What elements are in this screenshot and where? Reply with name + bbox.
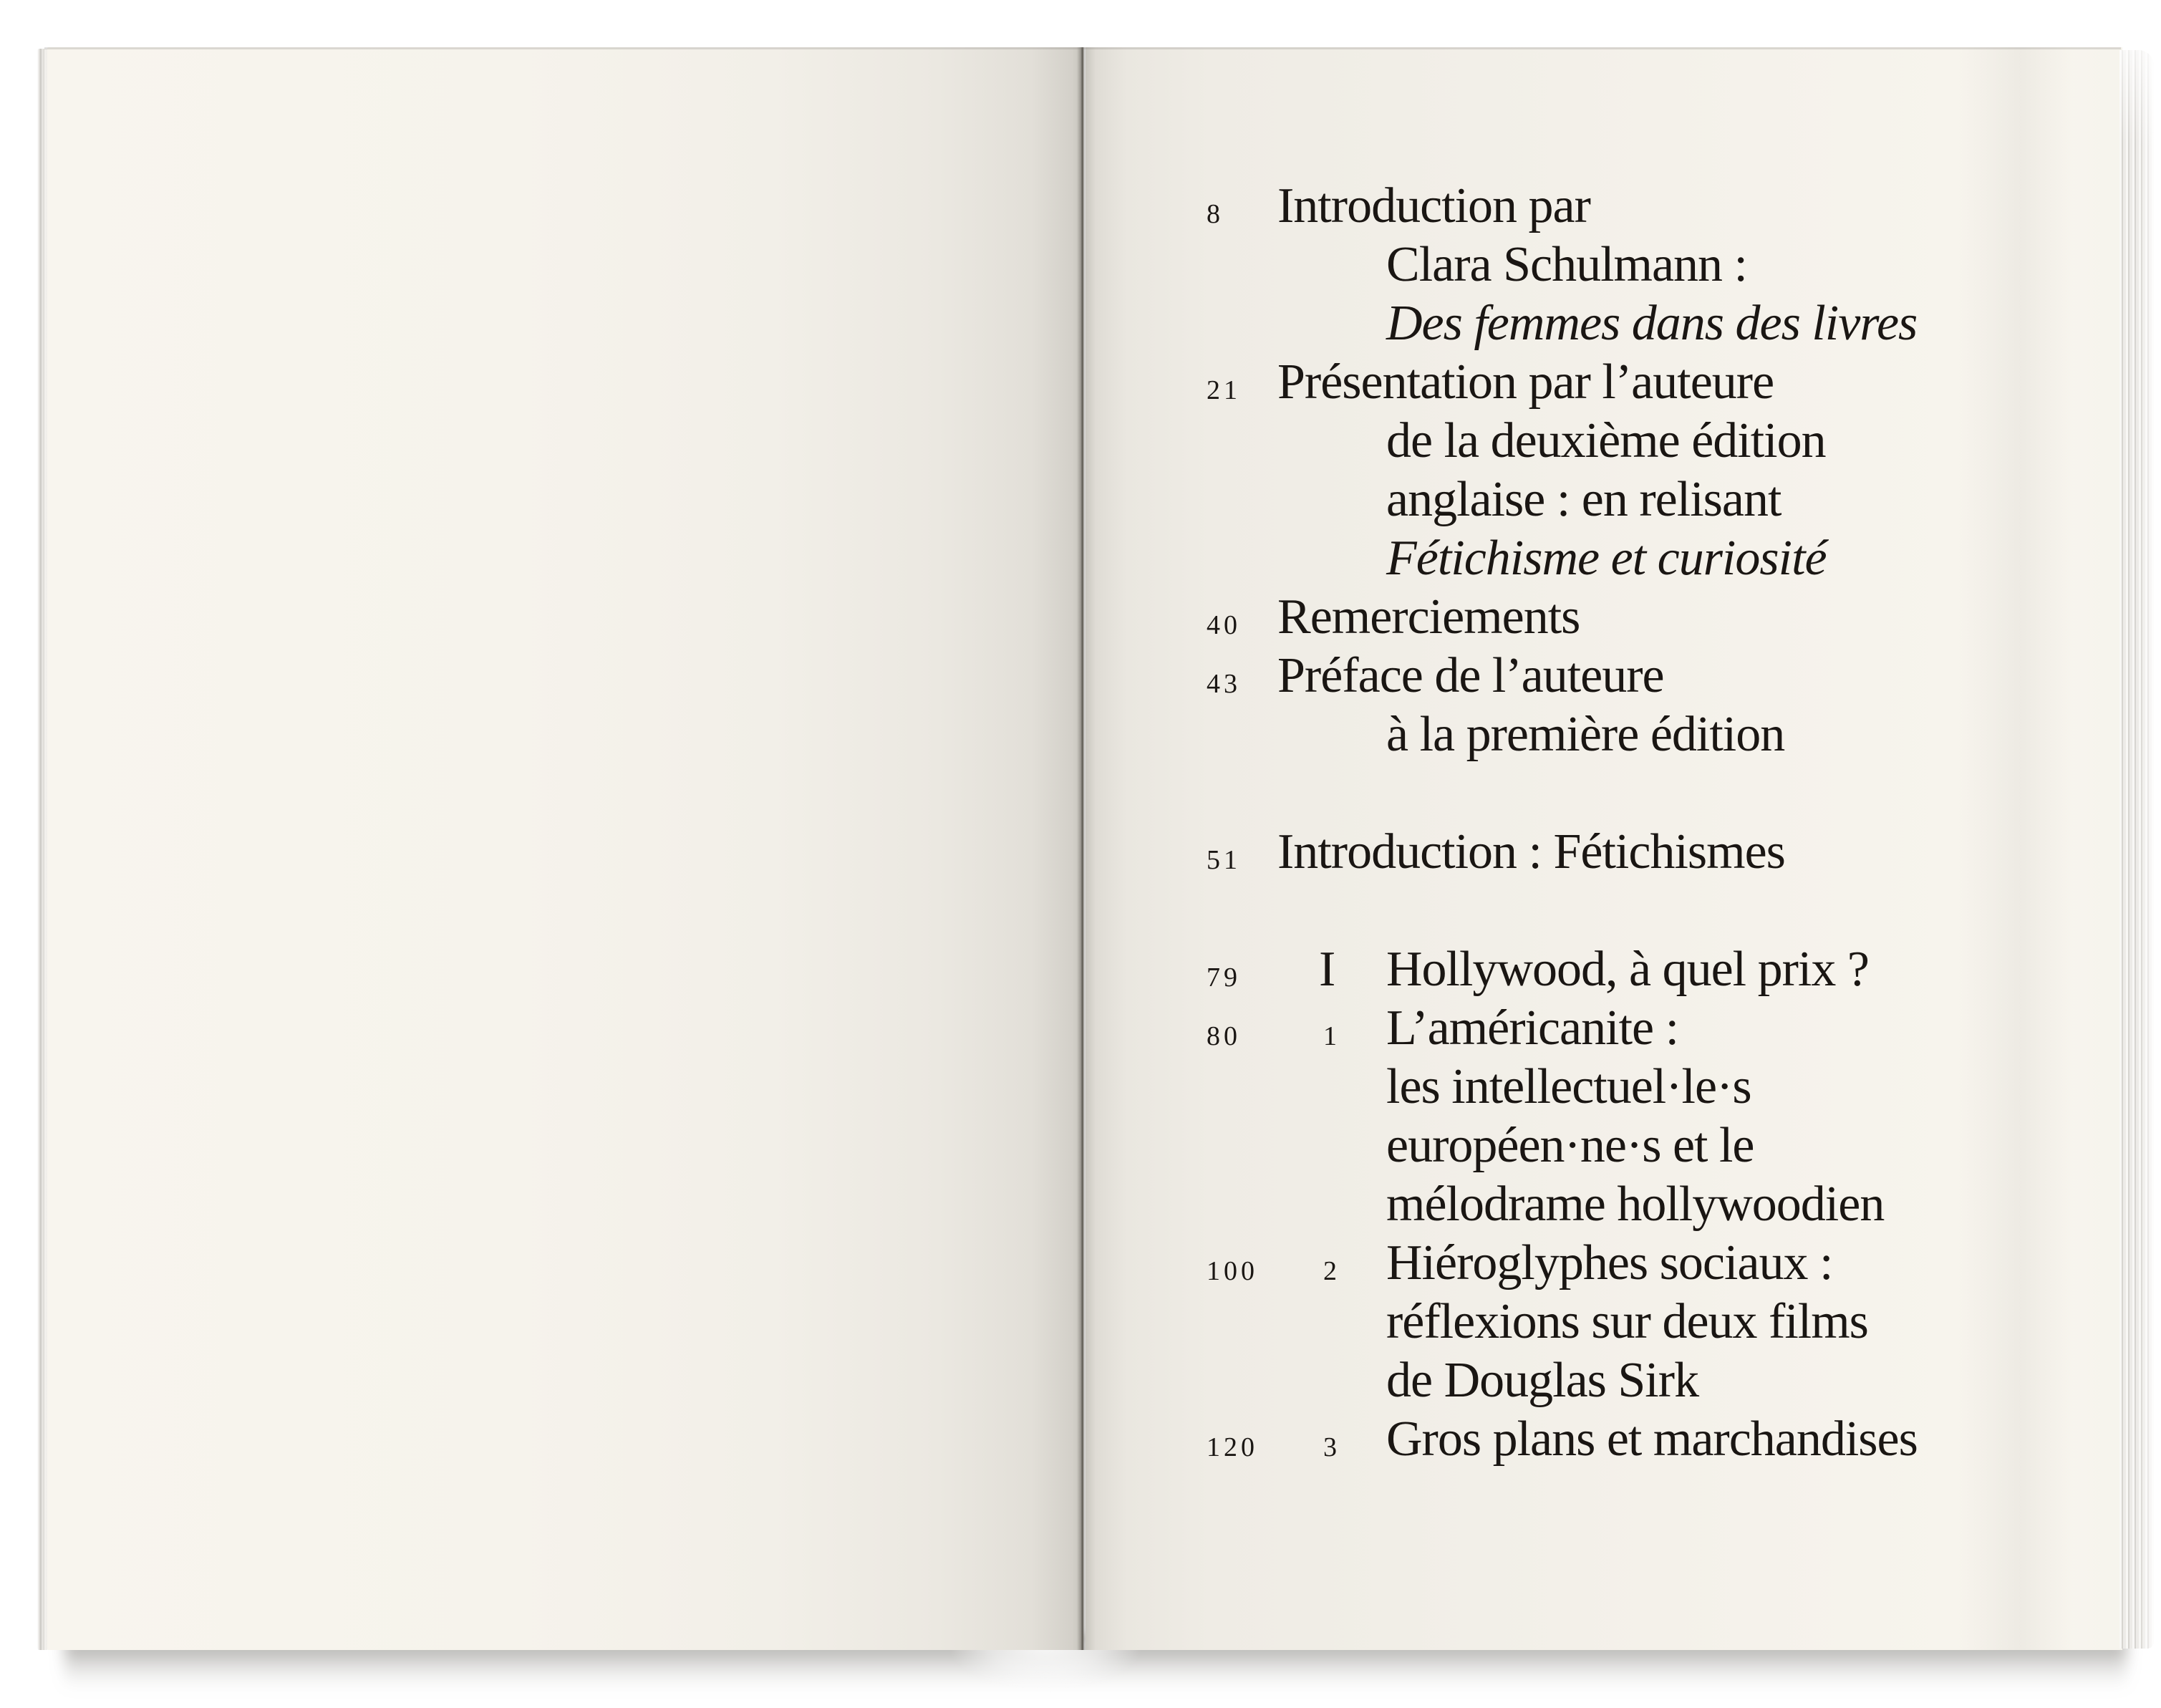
toc-entry-text: Hollywood, à quel prix ? [1386, 942, 1869, 997]
book-spread [37, 47, 2154, 1651]
toc-entry-text: de la deuxième édition [1386, 413, 1826, 468]
toc-blank-line [1086, 764, 2102, 823]
toc-entry-text: européen·ne·s et le [1386, 1118, 1754, 1173]
toc-line [1086, 177, 2102, 236]
toc-entry-title-italic: Des femmes dans des livres [1386, 296, 1918, 351]
toc-line [1086, 1293, 2102, 1351]
page-number: 21 [1207, 375, 1241, 405]
fore-edge-page-stack [2119, 50, 2154, 1649]
section-number: 1 [1323, 1021, 1337, 1051]
toc-line [1086, 823, 2102, 882]
section-number: 3 [1323, 1432, 1337, 1462]
page-number: 100 [1207, 1256, 1258, 1286]
toc-entry-title-italic: Fétichisme et curiosité [1386, 531, 1827, 586]
page-number: 51 [1207, 845, 1241, 875]
toc-line [1086, 1175, 2102, 1234]
toc-entry-text: Hiéroglyphes sociaux : [1386, 1235, 1833, 1290]
section-number: 2 [1323, 1256, 1337, 1286]
toc-line [1086, 294, 2102, 353]
toc-line [1086, 999, 2102, 1058]
toc-entry-text: Introduction : Fétichismes [1277, 824, 1785, 879]
part-numeral: I [1319, 942, 1336, 997]
page-number: 79 [1207, 962, 1241, 993]
toc-line [1086, 647, 2102, 705]
page-number: 43 [1207, 669, 1241, 699]
toc-entry-text: L’américanite : [1386, 1000, 1679, 1056]
toc-line [1086, 1234, 2102, 1293]
toc-line [1086, 1351, 2102, 1410]
toc-line [1086, 1058, 2102, 1116]
toc-line [1086, 471, 2102, 529]
toc-entry-text: Remerciements [1277, 589, 1580, 645]
toc-line [1086, 353, 2102, 412]
left-page-stack-edge [37, 49, 47, 1650]
toc-line [1086, 940, 2102, 999]
toc-blank-line [1086, 882, 2102, 940]
toc-entry-text: anglaise : en relisant [1386, 472, 1782, 527]
toc-line [1086, 412, 2102, 471]
toc-entry-text: les intellectuel·le·s [1386, 1059, 1751, 1114]
toc-line [1086, 529, 2102, 588]
toc-line [1086, 1410, 2102, 1469]
toc-line [1086, 705, 2102, 764]
page-number: 40 [1207, 610, 1241, 640]
toc-entry-text: à la première édition [1386, 707, 1785, 762]
toc-entry-text: Gros plans et marchandises [1386, 1412, 1918, 1467]
toc-line [1086, 588, 2102, 647]
toc-entry-text: de Douglas Sirk [1386, 1353, 1699, 1408]
toc-entry-text: réflexions sur deux films [1386, 1294, 1868, 1349]
page-number: 120 [1207, 1432, 1258, 1462]
toc-entry-text: Préface de l’auteure [1277, 648, 1664, 703]
toc-line [1086, 236, 2102, 294]
page-number: 8 [1207, 199, 1224, 229]
page-number: 80 [1207, 1021, 1241, 1051]
toc-entry-text: mélodrame hollywoodien [1386, 1177, 1885, 1232]
toc-entry-text: Clara Schulmann : [1386, 237, 1748, 292]
left-page-blank [47, 47, 1083, 1650]
table-of-contents [1086, 177, 2102, 1469]
toc-line [1086, 1116, 2102, 1175]
toc-entry-text: Introduction par [1277, 178, 1590, 233]
toc-entry-text: Présentation par l’auteure [1277, 354, 1774, 410]
